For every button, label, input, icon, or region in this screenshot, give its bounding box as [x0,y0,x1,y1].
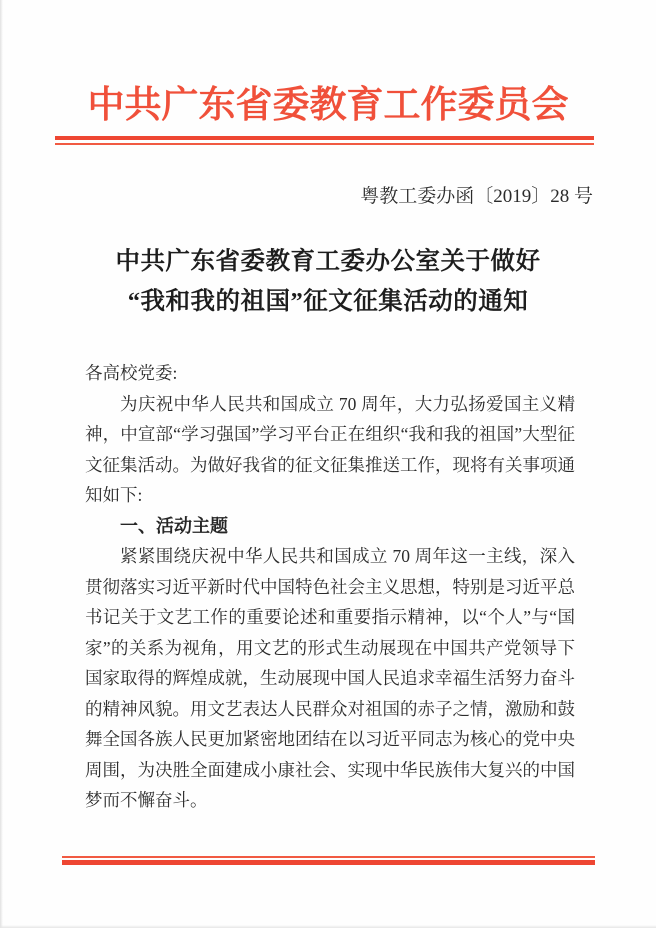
document-title-line2: “我和我的祖国”征文征集活动的通知 [127,288,529,315]
salutation: 各高校党委: [85,363,178,383]
document-title [0,242,656,322]
scan-edge-left [0,0,3,928]
section1-paragraph: 紧紧围绕庆祝中华人民共和国成立 70 周年这一主线，深入贯彻落实习近平新时代中国特色社会主义思想，特别是习近平总书记关于文艺工作的重要论述和重要指示精神，以“个人”与“国家”的关系为视角，用文艺的形式生动展现在中国共产党领导下国家取得的辉煌成就，生动展现中国人民追求幸福生活努力奋斗的精神风貌。用文艺表达人民群众对祖国的赤子之情，激励和鼓舞全国各族人民更加紧密地团结在以习近平同志为核心的党中央周围，为决胜全面建成小康社会、实现中华民族伟大复兴的中国梦而不懈奋斗。 [85,546,575,810]
section1-heading: 一、活动主题 [120,515,228,536]
document-body [85,358,575,816]
letterhead-org-name: 中共广东省委教育工作委员会 [87,85,569,126]
document-number: 粤教工委办函〔2019〕28 号 [360,186,593,207]
header-rule-thick [55,136,594,140]
header-rule-thin [55,143,594,145]
footer-rule-thin [62,856,595,858]
intro-paragraph: 为庆祝中华人民共和国成立 70 周年，大力弘扬爱国主义精神，中宣部“学习强国”学习平台正在组织“我和我的祖国”大型征文征集活动。为做好我省的征文征集推送工作，现将有关事项通知如下: [85,393,575,505]
document-title-line1: 中共广东省委教育工委办公室关于做好 [115,248,541,275]
footer-rule-thick [62,860,595,865]
